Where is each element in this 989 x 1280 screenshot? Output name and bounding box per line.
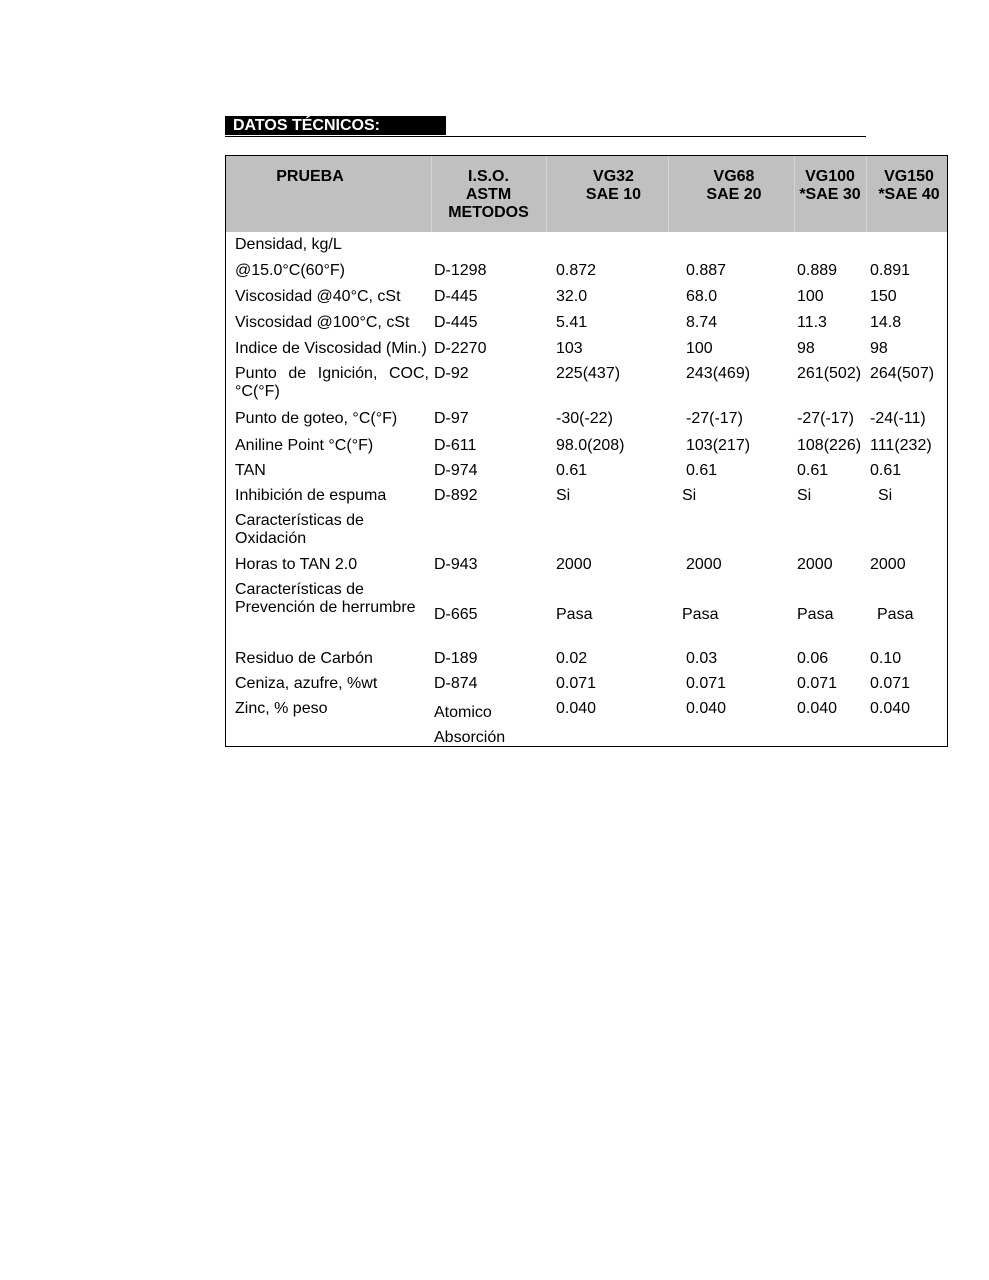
section-title: DATOS TÉCNICOS: xyxy=(225,116,446,135)
value-vg32: 225(437) xyxy=(556,365,621,382)
test-method: D-92 xyxy=(434,365,469,382)
value-vg100: 98 xyxy=(797,340,815,357)
header-vg32: VG32 SAE 10 xyxy=(585,168,642,203)
header-divider xyxy=(866,156,867,232)
value-vg100: 0.071 xyxy=(797,675,838,692)
value-vg100: 100 xyxy=(797,288,824,305)
value-vg100: 261(502) xyxy=(797,365,862,382)
value-vg32: 103 xyxy=(556,340,583,357)
value-vg68: Si xyxy=(682,487,697,504)
value-vg150: Pasa xyxy=(877,606,914,623)
test-name: Zinc, % peso xyxy=(235,700,328,717)
value-vg68: 8.74 xyxy=(686,314,718,331)
test-name: Inhibición de espuma xyxy=(235,487,387,504)
value-vg68: 243(469) xyxy=(686,365,751,382)
test-method: D-445 xyxy=(434,288,478,305)
header-vg100: VG100 *SAE 30 xyxy=(799,168,861,203)
value-vg32: 0.872 xyxy=(556,262,597,279)
value-vg150: 264(507) xyxy=(870,365,935,382)
value-vg68: Pasa xyxy=(682,606,719,623)
value-vg150: Si xyxy=(878,487,893,504)
test-method: D-943 xyxy=(434,556,478,573)
test-method: D-189 xyxy=(434,650,478,667)
header-method: I.S.O. ASTM METODOS xyxy=(448,168,529,221)
test-name: Densidad, kg/L xyxy=(235,236,342,253)
value-vg100: -27(-17) xyxy=(797,410,854,427)
value-vg32: 0.02 xyxy=(556,650,588,667)
value-vg32: 5.41 xyxy=(556,314,588,331)
value-vg32: Pasa xyxy=(556,606,593,623)
test-method: D-874 xyxy=(434,675,478,692)
value-vg100: 2000 xyxy=(797,556,833,573)
section-header xyxy=(225,116,866,137)
header-vg68: VG68 SAE 20 xyxy=(706,168,762,203)
value-vg150: 0.071 xyxy=(870,675,911,692)
value-vg100: 11.3 xyxy=(797,314,827,331)
value-vg68: 0.040 xyxy=(686,700,727,717)
test-method: D-97 xyxy=(434,410,469,427)
value-vg150: 0.891 xyxy=(870,262,911,279)
value-vg32: 0.071 xyxy=(556,675,597,692)
value-vg150: 0.040 xyxy=(870,700,911,717)
value-vg32: 32.0 xyxy=(556,288,588,305)
value-vg32: 0.61 xyxy=(556,462,588,479)
value-vg68: 68.0 xyxy=(686,288,718,305)
test-name: Aniline Point °C(°F) xyxy=(235,437,374,454)
value-vg100: 0.040 xyxy=(797,700,838,717)
test-name: Horas to TAN 2.0 xyxy=(235,556,358,573)
value-vg100: 108(226) xyxy=(797,437,862,454)
test-method: D-1298 xyxy=(434,262,487,279)
header-divider xyxy=(546,156,547,232)
test-method: Atomico Absorción xyxy=(434,704,506,746)
test-name: Características de Prevención de herrumbre xyxy=(235,581,416,616)
value-vg32: 0.040 xyxy=(556,700,597,717)
test-name: Punto de Ignición, COC, °C(°F) xyxy=(235,365,429,400)
test-name: Residuo de Carbón xyxy=(235,650,373,667)
table-header xyxy=(226,156,947,232)
test-name: TAN xyxy=(235,462,266,479)
value-vg68: 103(217) xyxy=(686,437,751,454)
value-vg68: 0.887 xyxy=(686,262,727,279)
test-method: D-445 xyxy=(434,314,478,331)
value-vg150: 150 xyxy=(870,288,897,305)
test-name: @15.0°C(60°F) xyxy=(235,262,345,279)
technical-data-table xyxy=(225,155,948,747)
test-name: Ceniza, azufre, %wt xyxy=(235,675,378,692)
test-name: Viscosidad @40°C, cSt xyxy=(235,288,401,305)
header-prueba: PRUEBA xyxy=(276,168,344,185)
value-vg150: 14.8 xyxy=(870,314,902,331)
value-vg32: -30(-22) xyxy=(556,410,613,427)
test-name: Punto de goteo, °C(°F) xyxy=(235,410,398,427)
test-name: Viscosidad @100°C, cSt xyxy=(235,314,410,331)
value-vg32: 98.0(208) xyxy=(556,437,625,454)
value-vg150: 98 xyxy=(870,340,888,357)
value-vg68: -27(-17) xyxy=(686,410,743,427)
value-vg100: Pasa xyxy=(797,606,834,623)
value-vg100: 0.61 xyxy=(797,462,829,479)
value-vg32: Si xyxy=(556,487,571,504)
value-vg68: 0.03 xyxy=(686,650,718,667)
value-vg100: 0.06 xyxy=(797,650,829,667)
test-method: D-974 xyxy=(434,462,478,479)
header-vg150: VG150 *SAE 40 xyxy=(878,168,940,203)
value-vg32: 2000 xyxy=(556,556,592,573)
value-vg68: 0.071 xyxy=(686,675,727,692)
test-name: Indice de Viscosidad (Min.) xyxy=(235,340,427,357)
value-vg68: 100 xyxy=(686,340,713,357)
test-method: D-892 xyxy=(434,487,478,504)
value-vg150: -24(-11) xyxy=(870,410,926,427)
value-vg100: 0.889 xyxy=(797,262,838,279)
test-method: D-2270 xyxy=(434,340,487,357)
value-vg150: 111(232) xyxy=(870,437,932,454)
value-vg150: 2000 xyxy=(870,556,906,573)
value-vg100: Si xyxy=(797,487,812,504)
test-method: D-611 xyxy=(434,437,477,454)
value-vg150: 0.10 xyxy=(870,650,902,667)
value-vg68: 2000 xyxy=(686,556,722,573)
test-method: D-665 xyxy=(434,606,478,623)
value-vg68: 0.61 xyxy=(686,462,718,479)
test-name: Características de Oxidación xyxy=(235,512,364,547)
value-vg150: 0.61 xyxy=(870,462,902,479)
